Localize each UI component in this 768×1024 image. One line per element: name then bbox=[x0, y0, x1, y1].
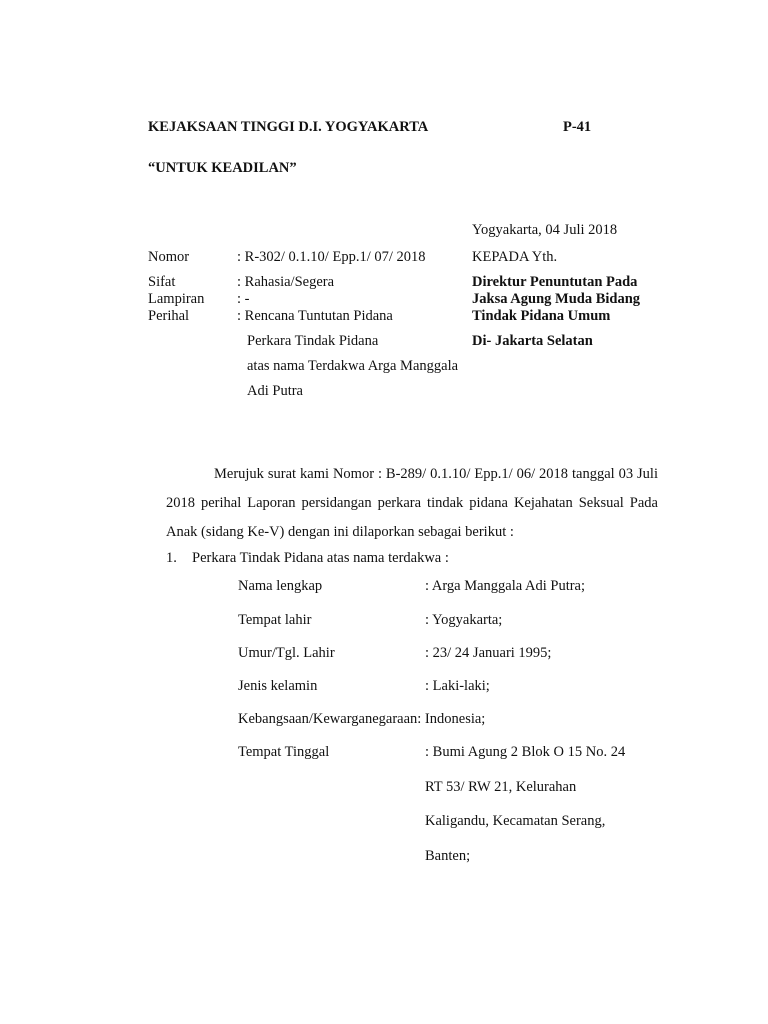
recipient-line-2: Jaksa Agung Muda Bidang bbox=[472, 291, 641, 307]
section-title: Perkara Tindak Pidana atas nama terdakwa : bbox=[192, 550, 449, 566]
tempat-tinggal-line-3: Kaligandu, Kecamatan Serang, bbox=[425, 813, 606, 829]
nama-label: Nama lengkap bbox=[238, 578, 323, 594]
tempat-lahir-value: : Yogyakarta; bbox=[425, 612, 503, 628]
jenis-kelamin-value: : Laki-laki; bbox=[425, 678, 490, 694]
institution-name: KEJAKSAAN TINGGI D.I. YOGYAKARTA bbox=[148, 119, 429, 135]
body-paragraph-text: Merujuk surat kami Nomor : B-289/ 0.1.10/ Epp.1/ 06/ 2018 tanggal 03 Juli 2018 perihal Laporan persidangan perkara tindak pidana Kejahatan Seksual Pada Anak (sidang Ke-V) dengan ini dilaporkan sebagai berikut : bbox=[166, 466, 658, 540]
sifat-value: : Rahasia/Segera bbox=[237, 274, 335, 290]
recipient-line-4: Di- Jakarta Selatan bbox=[472, 333, 593, 349]
umur-value: : 23/ 24 Januari 1995; bbox=[425, 645, 552, 661]
tempat-tinggal-line-4: Banten; bbox=[425, 848, 471, 864]
perihal-value: : Rencana Tuntutan Pidana bbox=[237, 308, 393, 324]
body-paragraph bbox=[166, 460, 658, 547]
tempat-lahir-label: Tempat lahir bbox=[238, 612, 312, 628]
section-number: 1. bbox=[166, 550, 177, 566]
nomor-value: : R-302/ 0.1.10/ Epp.1/ 07/ 2018 bbox=[237, 249, 426, 265]
perihal-label: Perihal bbox=[148, 308, 190, 324]
motto: “UNTUK KEADILAN” bbox=[148, 160, 297, 176]
nomor-label: Nomor bbox=[148, 249, 190, 265]
recipient-line-3: Tindak Pidana Umum bbox=[472, 308, 611, 324]
perihal-line-2: Perkara Tindak Pidana bbox=[247, 333, 379, 349]
tempat-tinggal-label: Tempat Tinggal bbox=[238, 744, 330, 760]
recipient-kepada: KEPADA Yth. bbox=[472, 249, 558, 265]
recipient-line-1: Direktur Penuntutan Pada bbox=[472, 274, 638, 290]
lampiran-value: : - bbox=[237, 291, 250, 307]
jenis-kelamin-label: Jenis kelamin bbox=[238, 678, 318, 694]
kebangsaan: Kebangsaan/Kewarganegaraan: Indonesia; bbox=[238, 711, 486, 727]
tempat-tinggal-line-1: : Bumi Agung 2 Blok O 15 No. 24 bbox=[425, 744, 626, 760]
perihal-line-3: atas nama Terdakwa Arga Manggala bbox=[247, 358, 459, 374]
sifat-label: Sifat bbox=[148, 274, 176, 290]
lampiran-label: Lampiran bbox=[148, 291, 205, 307]
perihal-line-4: Adi Putra bbox=[247, 383, 303, 399]
nama-value: : Arga Manggala Adi Putra; bbox=[425, 578, 586, 594]
form-code: P-41 bbox=[563, 119, 592, 135]
umur-label: Umur/Tgl. Lahir bbox=[238, 645, 335, 661]
tempat-tinggal-line-2: RT 53/ RW 21, Kelurahan bbox=[425, 779, 577, 795]
place-date: Yogyakarta, 04 Juli 2018 bbox=[472, 222, 618, 238]
